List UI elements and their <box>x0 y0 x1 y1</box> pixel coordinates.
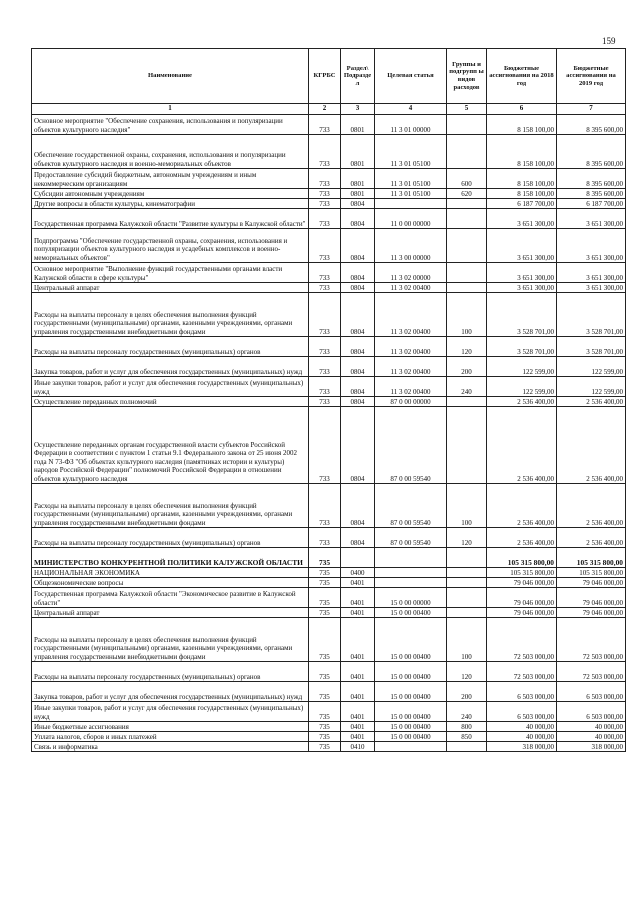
row-kgrbs: 735 <box>309 568 341 578</box>
row-name: Центральный аппарат <box>32 608 309 618</box>
row-section: 0801 <box>341 135 375 169</box>
row-target-article <box>375 199 447 209</box>
row-name: Иные бюджетные ассигнования <box>32 722 309 732</box>
row-expense-type: 240 <box>447 377 487 397</box>
page-number: 159 <box>602 36 616 46</box>
row-name: Расходы на выплаты персоналу в целях обеспечения выполнения функций государственными (муниципальными) органами, казенными учреждениями, органами управления государственными внебюджетными фондами <box>32 293 309 337</box>
row-kgrbs: 733 <box>309 169 341 189</box>
row-kgrbs: 733 <box>309 283 341 293</box>
row-name: Расходы на выплаты персоналу государственных (муниципальных) органов <box>32 528 309 548</box>
row-kgrbs: 735 <box>309 662 341 682</box>
table-row <box>32 528 626 548</box>
row-2019: 3 651 300,00 <box>557 209 626 229</box>
row-expense-type: 600 <box>447 169 487 189</box>
row-target-article: 15 0 00 00400 <box>375 702 447 722</box>
row-kgrbs: 735 <box>309 722 341 732</box>
row-kgrbs: 733 <box>309 397 341 407</box>
row-2019: 2 536 400,00 <box>557 407 626 484</box>
row-expense-type: 200 <box>447 682 487 702</box>
row-2018: 2 536 400,00 <box>487 528 557 548</box>
row-section: 0804 <box>341 337 375 357</box>
table-row <box>32 548 626 568</box>
row-name: Связь и информатика <box>32 742 309 752</box>
row-name: МИНИСТЕРСТВО КОНКУРЕНТНОЙ ПОЛИТИКИ КАЛУЖСКОЙ ОБЛАСТИ <box>32 548 309 568</box>
row-2018: 72 503 000,00 <box>487 618 557 662</box>
row-name: Субсидии автономным учреждениям <box>32 189 309 199</box>
row-name: Центральный аппарат <box>32 283 309 293</box>
row-expense-type: 100 <box>447 293 487 337</box>
row-kgrbs: 733 <box>309 293 341 337</box>
row-target-article: 15 0 00 00400 <box>375 722 447 732</box>
table-row <box>32 337 626 357</box>
row-target-article <box>375 578 447 588</box>
row-kgrbs: 735 <box>309 742 341 752</box>
row-name: Предоставление субсидий бюджетным, автономным учреждениям и иным некоммерческим организациям <box>32 169 309 189</box>
row-2019: 105 315 800,00 <box>557 548 626 568</box>
row-name: Государственная программа Калужской области "Экономическое развитие в Калужской области" <box>32 588 309 608</box>
table-body <box>32 115 626 752</box>
row-expense-type: 120 <box>447 337 487 357</box>
row-kgrbs: 735 <box>309 682 341 702</box>
row-name: Государственная программа Калужской области "Развитие культуры в Калужской области" <box>32 209 309 229</box>
table-row <box>32 568 626 578</box>
row-2019: 79 046 000,00 <box>557 578 626 588</box>
row-2018: 2 536 400,00 <box>487 484 557 528</box>
row-name: Подпрограмма "Обеспечение государственной охраны, сохранения, использования и популяризации объектов культурного наследия и усадебных комплексов и военно-мемориальных объектов" <box>32 229 309 263</box>
row-2018: 105 315 800,00 <box>487 548 557 568</box>
row-target-article: 11 3 01 05100 <box>375 189 447 199</box>
row-section: 0804 <box>341 263 375 283</box>
row-expense-type <box>447 209 487 229</box>
row-2019: 6 187 700,00 <box>557 199 626 209</box>
row-2019: 122 599,00 <box>557 377 626 397</box>
row-target-article: 11 3 01 05100 <box>375 169 447 189</box>
row-section: 0804 <box>341 209 375 229</box>
column-number: 4 <box>375 104 447 115</box>
table-row <box>32 263 626 283</box>
row-2019: 2 536 400,00 <box>557 528 626 548</box>
row-target-article: 15 0 00 00400 <box>375 662 447 682</box>
row-2018: 8 158 100,00 <box>487 169 557 189</box>
row-kgrbs: 735 <box>309 618 341 662</box>
header-kgrbs: КГРБС <box>309 49 341 104</box>
row-kgrbs: 733 <box>309 377 341 397</box>
row-name: Расходы на выплаты персоналу в целях обеспечения выполнения функций государственными (муниципальными) органами, казенными учреждениями, органами управления государственными внебюджетными фондами <box>32 618 309 662</box>
row-kgrbs: 733 <box>309 115 341 135</box>
row-2019: 79 046 000,00 <box>557 608 626 618</box>
table-row <box>32 199 626 209</box>
row-2018: 79 046 000,00 <box>487 588 557 608</box>
row-name: Осуществление переданных органам государственной власти субъектов Российской Федерации в соответствии с пунктом 1 статьи 9.1 Федерального закона от 25 июня 2002 года N 73-ФЗ "Об объектах культурного наследия (памятниках истории и культуры) народов Российской Федерации" полномочий Российской Федерации в отношении объектов культурного наследия <box>32 407 309 484</box>
header-name: Наименование <box>32 49 309 104</box>
row-2018: 8 158 100,00 <box>487 115 557 135</box>
row-name: Общеэкономические вопросы <box>32 578 309 588</box>
row-kgrbs: 733 <box>309 357 341 377</box>
row-2019: 79 046 000,00 <box>557 588 626 608</box>
row-target-article: 15 0 00 00400 <box>375 682 447 702</box>
row-2019: 8 395 600,00 <box>557 169 626 189</box>
row-section: 0401 <box>341 618 375 662</box>
column-number: 5 <box>447 104 487 115</box>
row-expense-type <box>447 742 487 752</box>
row-2018: 3 528 701,00 <box>487 293 557 337</box>
row-2019: 2 536 400,00 <box>557 484 626 528</box>
row-section: 0804 <box>341 397 375 407</box>
header-expense-type: Группы и подгрупп ы видов расходов <box>447 49 487 104</box>
row-name: Основное мероприятие "Обеспечение сохранения, использования и популяризации объектов культурного наследия" <box>32 115 309 135</box>
row-kgrbs: 733 <box>309 209 341 229</box>
row-kgrbs: 735 <box>309 588 341 608</box>
row-expense-type <box>447 283 487 293</box>
row-target-article: 87 0 00 59540 <box>375 528 447 548</box>
row-2019: 72 503 000,00 <box>557 618 626 662</box>
table-row <box>32 578 626 588</box>
row-2018: 122 599,00 <box>487 377 557 397</box>
row-section: 0804 <box>341 229 375 263</box>
row-target-article: 11 3 02 00400 <box>375 283 447 293</box>
row-kgrbs: 733 <box>309 189 341 199</box>
row-expense-type <box>447 407 487 484</box>
row-target-article: 87 0 00 59540 <box>375 484 447 528</box>
row-2018: 6 503 000,00 <box>487 682 557 702</box>
table-row <box>32 732 626 742</box>
row-2019: 6 503 000,00 <box>557 682 626 702</box>
row-2018: 318 000,00 <box>487 742 557 752</box>
row-kgrbs: 733 <box>309 229 341 263</box>
row-kgrbs: 735 <box>309 732 341 742</box>
row-name: Уплата налогов, сборов и иных платежей <box>32 732 309 742</box>
row-expense-type: 620 <box>447 189 487 199</box>
row-kgrbs: 733 <box>309 263 341 283</box>
row-2018: 40 000,00 <box>487 732 557 742</box>
row-section: 0401 <box>341 702 375 722</box>
row-name: Иные закупки товаров, работ и услуг для обеспечения государственных (муниципальных) нужд <box>32 377 309 397</box>
table-row <box>32 588 626 608</box>
row-expense-type: 240 <box>447 702 487 722</box>
row-section: 0401 <box>341 578 375 588</box>
row-target-article: 11 3 02 00400 <box>375 357 447 377</box>
column-number: 2 <box>309 104 341 115</box>
row-2019: 105 315 800,00 <box>557 568 626 578</box>
row-2018: 6 187 700,00 <box>487 199 557 209</box>
row-expense-type <box>447 135 487 169</box>
row-section: 0804 <box>341 528 375 548</box>
table-row <box>32 662 626 682</box>
row-2019: 3 528 701,00 <box>557 293 626 337</box>
row-2018: 3 651 300,00 <box>487 209 557 229</box>
row-expense-type <box>447 568 487 578</box>
row-2019: 6 503 000,00 <box>557 702 626 722</box>
table-row <box>32 722 626 732</box>
row-2019: 318 000,00 <box>557 742 626 752</box>
row-2019: 8 395 600,00 <box>557 115 626 135</box>
row-name: Закупка товаров, работ и услуг для обеспечения государственных (муниципальных) нужд <box>32 357 309 377</box>
row-expense-type: 100 <box>447 618 487 662</box>
row-2018: 40 000,00 <box>487 722 557 732</box>
row-expense-type: 120 <box>447 528 487 548</box>
row-kgrbs: 733 <box>309 199 341 209</box>
table-row <box>32 682 626 702</box>
row-name: Закупка товаров, работ и услуг для обеспечения государственных (муниципальных) нужд <box>32 682 309 702</box>
row-expense-type <box>447 588 487 608</box>
budget-table <box>31 48 626 752</box>
row-2018: 122 599,00 <box>487 357 557 377</box>
row-2019: 3 651 300,00 <box>557 229 626 263</box>
row-section: 0410 <box>341 742 375 752</box>
row-expense-type <box>447 263 487 283</box>
row-target-article: 15 0 00 00400 <box>375 618 447 662</box>
row-section <box>341 548 375 568</box>
row-name: Расходы на выплаты персоналу в целях обеспечения выполнения функций государственными (муниципальными) органами, казенными учреждениями, органами управления государственными внебюджетными фондами <box>32 484 309 528</box>
row-section: 0804 <box>341 357 375 377</box>
row-kgrbs: 735 <box>309 548 341 568</box>
row-expense-type <box>447 578 487 588</box>
row-expense-type <box>447 115 487 135</box>
column-number: 7 <box>557 104 626 115</box>
column-number: 1 <box>32 104 309 115</box>
row-kgrbs: 735 <box>309 578 341 588</box>
row-target-article: 87 0 00 59540 <box>375 407 447 484</box>
row-target-article <box>375 742 447 752</box>
table-row <box>32 209 626 229</box>
table-row <box>32 702 626 722</box>
row-2019: 8 395 600,00 <box>557 135 626 169</box>
table-row <box>32 293 626 337</box>
row-2018: 3 651 300,00 <box>487 283 557 293</box>
row-section: 0804 <box>341 377 375 397</box>
row-2019: 122 599,00 <box>557 357 626 377</box>
row-kgrbs: 733 <box>309 484 341 528</box>
row-2019: 2 536 400,00 <box>557 397 626 407</box>
row-2018: 2 536 400,00 <box>487 397 557 407</box>
header-section: Раздел\ Подразде л <box>341 49 375 104</box>
row-target-article: 11 3 02 00400 <box>375 337 447 357</box>
table-row <box>32 115 626 135</box>
row-2018: 2 536 400,00 <box>487 407 557 484</box>
row-section: 0401 <box>341 588 375 608</box>
row-target-article: 11 0 00 00000 <box>375 209 447 229</box>
row-section: 0804 <box>341 199 375 209</box>
row-2019: 40 000,00 <box>557 732 626 742</box>
row-2019: 3 528 701,00 <box>557 337 626 357</box>
row-kgrbs: 733 <box>309 528 341 548</box>
row-target-article <box>375 548 447 568</box>
table-row <box>32 357 626 377</box>
table-row <box>32 377 626 397</box>
header-target-article: Целевая статья <box>375 49 447 104</box>
table-row <box>32 608 626 618</box>
row-2018: 105 315 800,00 <box>487 568 557 578</box>
table-row <box>32 229 626 263</box>
row-2019: 40 000,00 <box>557 722 626 732</box>
row-expense-type: 120 <box>447 662 487 682</box>
row-target-article: 15 0 00 00400 <box>375 732 447 742</box>
row-2018: 8 158 100,00 <box>487 135 557 169</box>
row-name: Основное мероприятие "Выполнение функций государственными органами власти Калужской области в сфере культуры" <box>32 263 309 283</box>
row-target-article: 11 3 00 00000 <box>375 229 447 263</box>
table-row <box>32 397 626 407</box>
row-2019: 72 503 000,00 <box>557 662 626 682</box>
column-number-row <box>32 104 626 115</box>
row-2018: 72 503 000,00 <box>487 662 557 682</box>
row-target-article: 11 3 02 00000 <box>375 263 447 283</box>
row-expense-type <box>447 397 487 407</box>
row-section: 0801 <box>341 169 375 189</box>
header-2018: Бюджетные ассигнования на 2018 год <box>487 49 557 104</box>
row-section: 0804 <box>341 484 375 528</box>
row-expense-type <box>447 548 487 568</box>
row-target-article: 11 3 02 00400 <box>375 293 447 337</box>
row-expense-type: 800 <box>447 722 487 732</box>
row-kgrbs: 735 <box>309 702 341 722</box>
row-section: 0801 <box>341 189 375 199</box>
row-section: 0401 <box>341 682 375 702</box>
row-target-article: 11 3 01 05100 <box>375 135 447 169</box>
table-row <box>32 484 626 528</box>
row-target-article: 15 0 00 00400 <box>375 608 447 618</box>
row-expense-type <box>447 199 487 209</box>
row-section: 0401 <box>341 722 375 732</box>
row-2018: 79 046 000,00 <box>487 608 557 618</box>
row-section: 0804 <box>341 293 375 337</box>
row-expense-type <box>447 229 487 263</box>
table-row <box>32 189 626 199</box>
table-row <box>32 618 626 662</box>
row-name: Расходы на выплаты персоналу государственных (муниципальных) органов <box>32 337 309 357</box>
row-expense-type: 200 <box>447 357 487 377</box>
row-name: Осуществление переданных полномочий <box>32 397 309 407</box>
table-row <box>32 169 626 189</box>
table-row <box>32 135 626 169</box>
row-2018: 6 503 000,00 <box>487 702 557 722</box>
row-2019: 3 651 300,00 <box>557 283 626 293</box>
row-section: 0801 <box>341 115 375 135</box>
row-kgrbs: 735 <box>309 608 341 618</box>
header-2019: Бюджетные ассигнования на 2019 год <box>557 49 626 104</box>
row-2018: 3 651 300,00 <box>487 263 557 283</box>
row-2019: 8 395 600,00 <box>557 189 626 199</box>
column-number: 6 <box>487 104 557 115</box>
row-2018: 3 651 300,00 <box>487 229 557 263</box>
row-section: 0401 <box>341 608 375 618</box>
row-target-article: 11 3 01 00000 <box>375 115 447 135</box>
row-expense-type: 850 <box>447 732 487 742</box>
table-row <box>32 407 626 484</box>
column-number: 3 <box>341 104 375 115</box>
row-target-article: 87 0 00 00000 <box>375 397 447 407</box>
row-name: Другие вопросы в области культуры, кинематографии <box>32 199 309 209</box>
row-section: 0804 <box>341 407 375 484</box>
row-section: 0401 <box>341 662 375 682</box>
row-section: 0400 <box>341 568 375 578</box>
row-name: Расходы на выплаты персоналу государственных (муниципальных) органов <box>32 662 309 682</box>
row-2018: 79 046 000,00 <box>487 578 557 588</box>
row-2018: 3 528 701,00 <box>487 337 557 357</box>
row-expense-type: 100 <box>447 484 487 528</box>
row-2018: 8 158 100,00 <box>487 189 557 199</box>
row-target-article <box>375 568 447 578</box>
row-target-article: 11 3 02 00400 <box>375 377 447 397</box>
row-kgrbs: 733 <box>309 407 341 484</box>
row-2019: 3 651 300,00 <box>557 263 626 283</box>
table-row <box>32 742 626 752</box>
row-name: Иные закупки товаров, работ и услуг для обеспечения государственных (муниципальных) нужд <box>32 702 309 722</box>
row-expense-type <box>447 608 487 618</box>
row-name: Обеспечение государственной охраны, сохранения, использования и популяризации объектов культурного наследия и военно-мемориальных объектов <box>32 135 309 169</box>
row-kgrbs: 733 <box>309 337 341 357</box>
table-header-row <box>32 49 626 104</box>
row-kgrbs: 733 <box>309 135 341 169</box>
row-section: 0804 <box>341 283 375 293</box>
row-name: НАЦИОНАЛЬНАЯ ЭКОНОМИКА <box>32 568 309 578</box>
row-target-article: 15 0 00 00000 <box>375 588 447 608</box>
table-row <box>32 283 626 293</box>
row-section: 0401 <box>341 732 375 742</box>
